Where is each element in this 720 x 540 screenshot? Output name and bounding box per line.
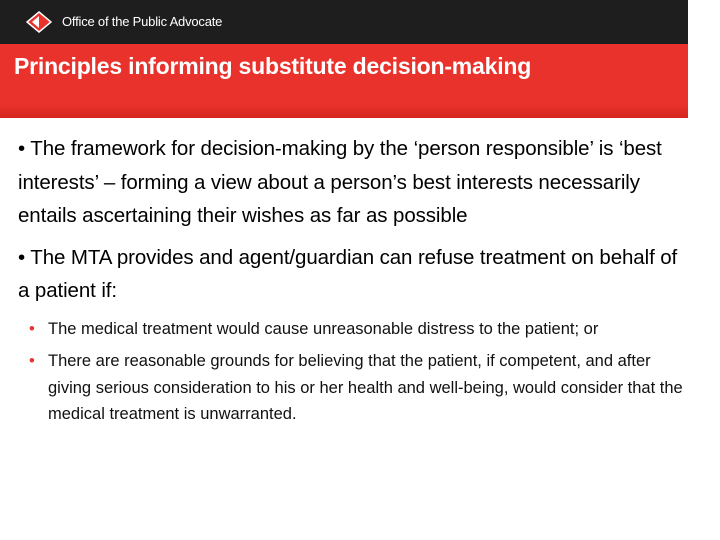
sub-bullet-1 bbox=[29, 316, 688, 343]
sub-bullet-marker: • bbox=[29, 319, 35, 338]
slide-body bbox=[18, 132, 688, 434]
opa-diamond-logo-icon bbox=[26, 11, 52, 33]
bullet-point-1: • The framework for decision-making by the ‘person responsible’ is ‘best interests’ – forming a view about a person’s best interests necessarily entails ascertaining their wishes as far as possible bbox=[18, 137, 662, 227]
slide-title: Principles informing substitute decision-making bbox=[14, 53, 532, 79]
header-bar bbox=[0, 0, 688, 44]
title-band-shade bbox=[0, 105, 688, 118]
organisation-name: Office of the Public Advocate bbox=[62, 14, 223, 29]
sub-bullet-text: There are reasonable grounds for believing that the patient, if competent, and after giving serious consideration to his or her health and well-being, would consider that the medical treatment is unwarranted. bbox=[48, 352, 683, 423]
sub-bullet-2 bbox=[29, 348, 688, 428]
sub-bullet-marker: • bbox=[29, 352, 35, 370]
sub-bullet-text: The medical treatment would cause unreasonable distress to the patient; or bbox=[48, 319, 599, 338]
bullet-point-2: • The MTA provides and agent/guardian can refuse treatment on behalf of a patient if: bbox=[18, 245, 678, 302]
